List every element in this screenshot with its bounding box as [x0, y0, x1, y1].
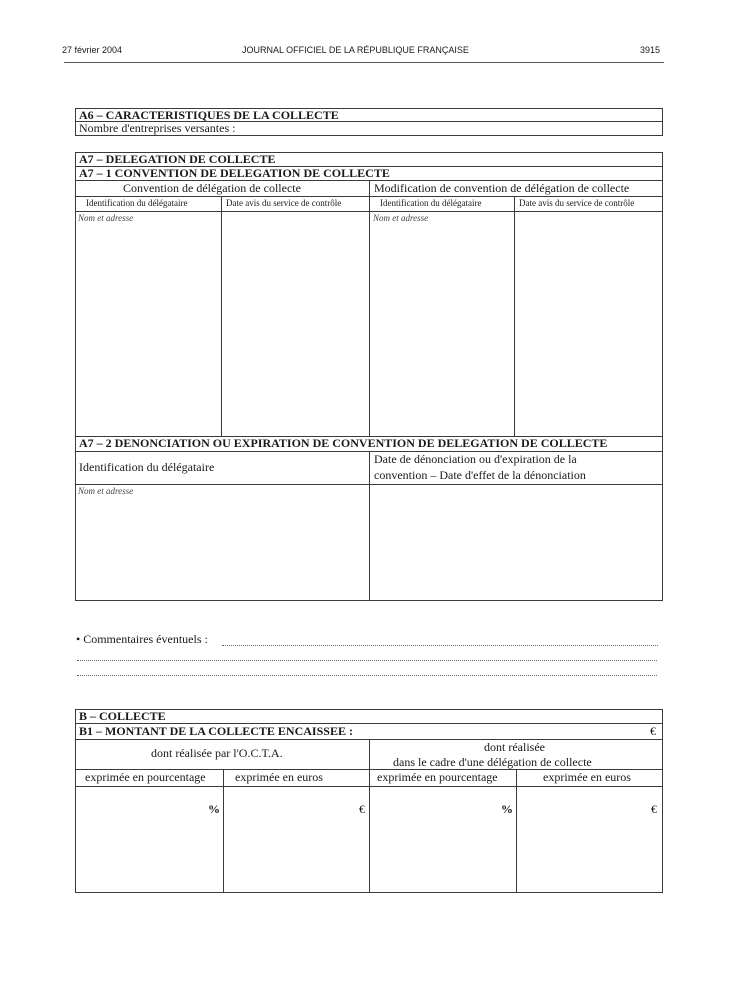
a7-2-identification-header: Identification du délégataire: [79, 460, 215, 474]
modification-header: Modification de convention de délégation de collecte: [374, 181, 630, 195]
comments-line-3: [77, 675, 657, 676]
a7-2-nom-adresse-placeholder: Nom et adresse: [78, 486, 134, 496]
delegation-header-line2: dans le cadre d'une délégation de collecte: [393, 755, 592, 769]
header-rule: [64, 62, 664, 63]
b1-title: B1 – MONTANT DE LA COLLECTE ENCAISSEE :: [79, 724, 353, 738]
conv-col-date-avis: Date avis du service de contrôle: [226, 198, 342, 208]
octa-col-euros: exprimée en euros: [235, 770, 323, 784]
octa-percent-symbol: %: [208, 802, 220, 816]
comments-label: • Commentaires éventuels :: [76, 632, 208, 646]
deleg-euro-symbol: €: [651, 802, 657, 816]
modif-col-identification: Identification du délégataire: [380, 198, 482, 208]
a6-title: A6 – CARACTERISTIQUES DE LA COLLECTE: [79, 108, 339, 122]
b-center-divider: [369, 739, 370, 893]
a7-1-center-divider: [369, 180, 370, 436]
conv-col-identification: Identification du délégataire: [86, 198, 188, 208]
a7-divider-3: [75, 196, 663, 197]
octa-col-pourcentage: exprimée en pourcentage: [85, 770, 206, 784]
conv-nom-adresse-placeholder: Nom et adresse: [78, 213, 134, 223]
b-col-divider-left: [223, 769, 224, 893]
a7-divider-7: [75, 484, 663, 485]
a7-1-col-divider-left: [221, 196, 222, 436]
comments-line-1: [222, 645, 658, 646]
a7-2-title: A7 – 2 DENONCIATION OU EXPIRATION DE CONVENTION DE DELEGATION DE COLLECTE: [79, 436, 608, 450]
a7-1-title: A7 – 1 CONVENTION DE DELEGATION DE COLLECTE: [79, 166, 390, 180]
b-col-divider-right: [516, 769, 517, 893]
convention-header: Convention de délégation de collecte: [123, 181, 301, 195]
a7-2-date-header-line2: convention – Date d'effet de la dénonciation: [374, 468, 586, 482]
comments-line-2: [77, 660, 657, 661]
modif-col-date-avis: Date avis du service de contrôle: [519, 198, 635, 208]
header-journal-title: JOURNAL OFFICIEL DE LA RÉPUBLIQUE FRANÇAISE: [242, 45, 469, 55]
a7-2-date-header-line1: Date de dénonciation ou d'expiration de la: [374, 452, 577, 466]
a7-title: A7 – DELEGATION DE COLLECTE: [79, 152, 276, 166]
b-title: B – COLLECTE: [79, 709, 166, 723]
deleg-col-euros: exprimée en euros: [543, 770, 631, 784]
b1-total-euro-symbol: €: [650, 724, 656, 738]
octa-euro-symbol: €: [359, 802, 365, 816]
header-page-number: 3915: [640, 45, 661, 55]
a6-nombre-entreprises-label: Nombre d'entreprises versantes :: [79, 121, 236, 135]
header-date: 27 février 2004: [62, 45, 123, 55]
octa-header: dont réalisée par l'O.C.T.A.: [151, 746, 283, 760]
b-divider-4: [75, 786, 663, 787]
a7-2-center-divider: [369, 451, 370, 601]
deleg-col-pourcentage: exprimée en pourcentage: [377, 770, 498, 784]
delegation-header-line1: dont réalisée: [484, 740, 545, 754]
deleg-percent-symbol: %: [501, 802, 513, 816]
a7-1-col-divider-right: [514, 196, 515, 436]
modif-nom-adresse-placeholder: Nom et adresse: [373, 213, 429, 223]
a7-divider-4: [75, 211, 663, 212]
